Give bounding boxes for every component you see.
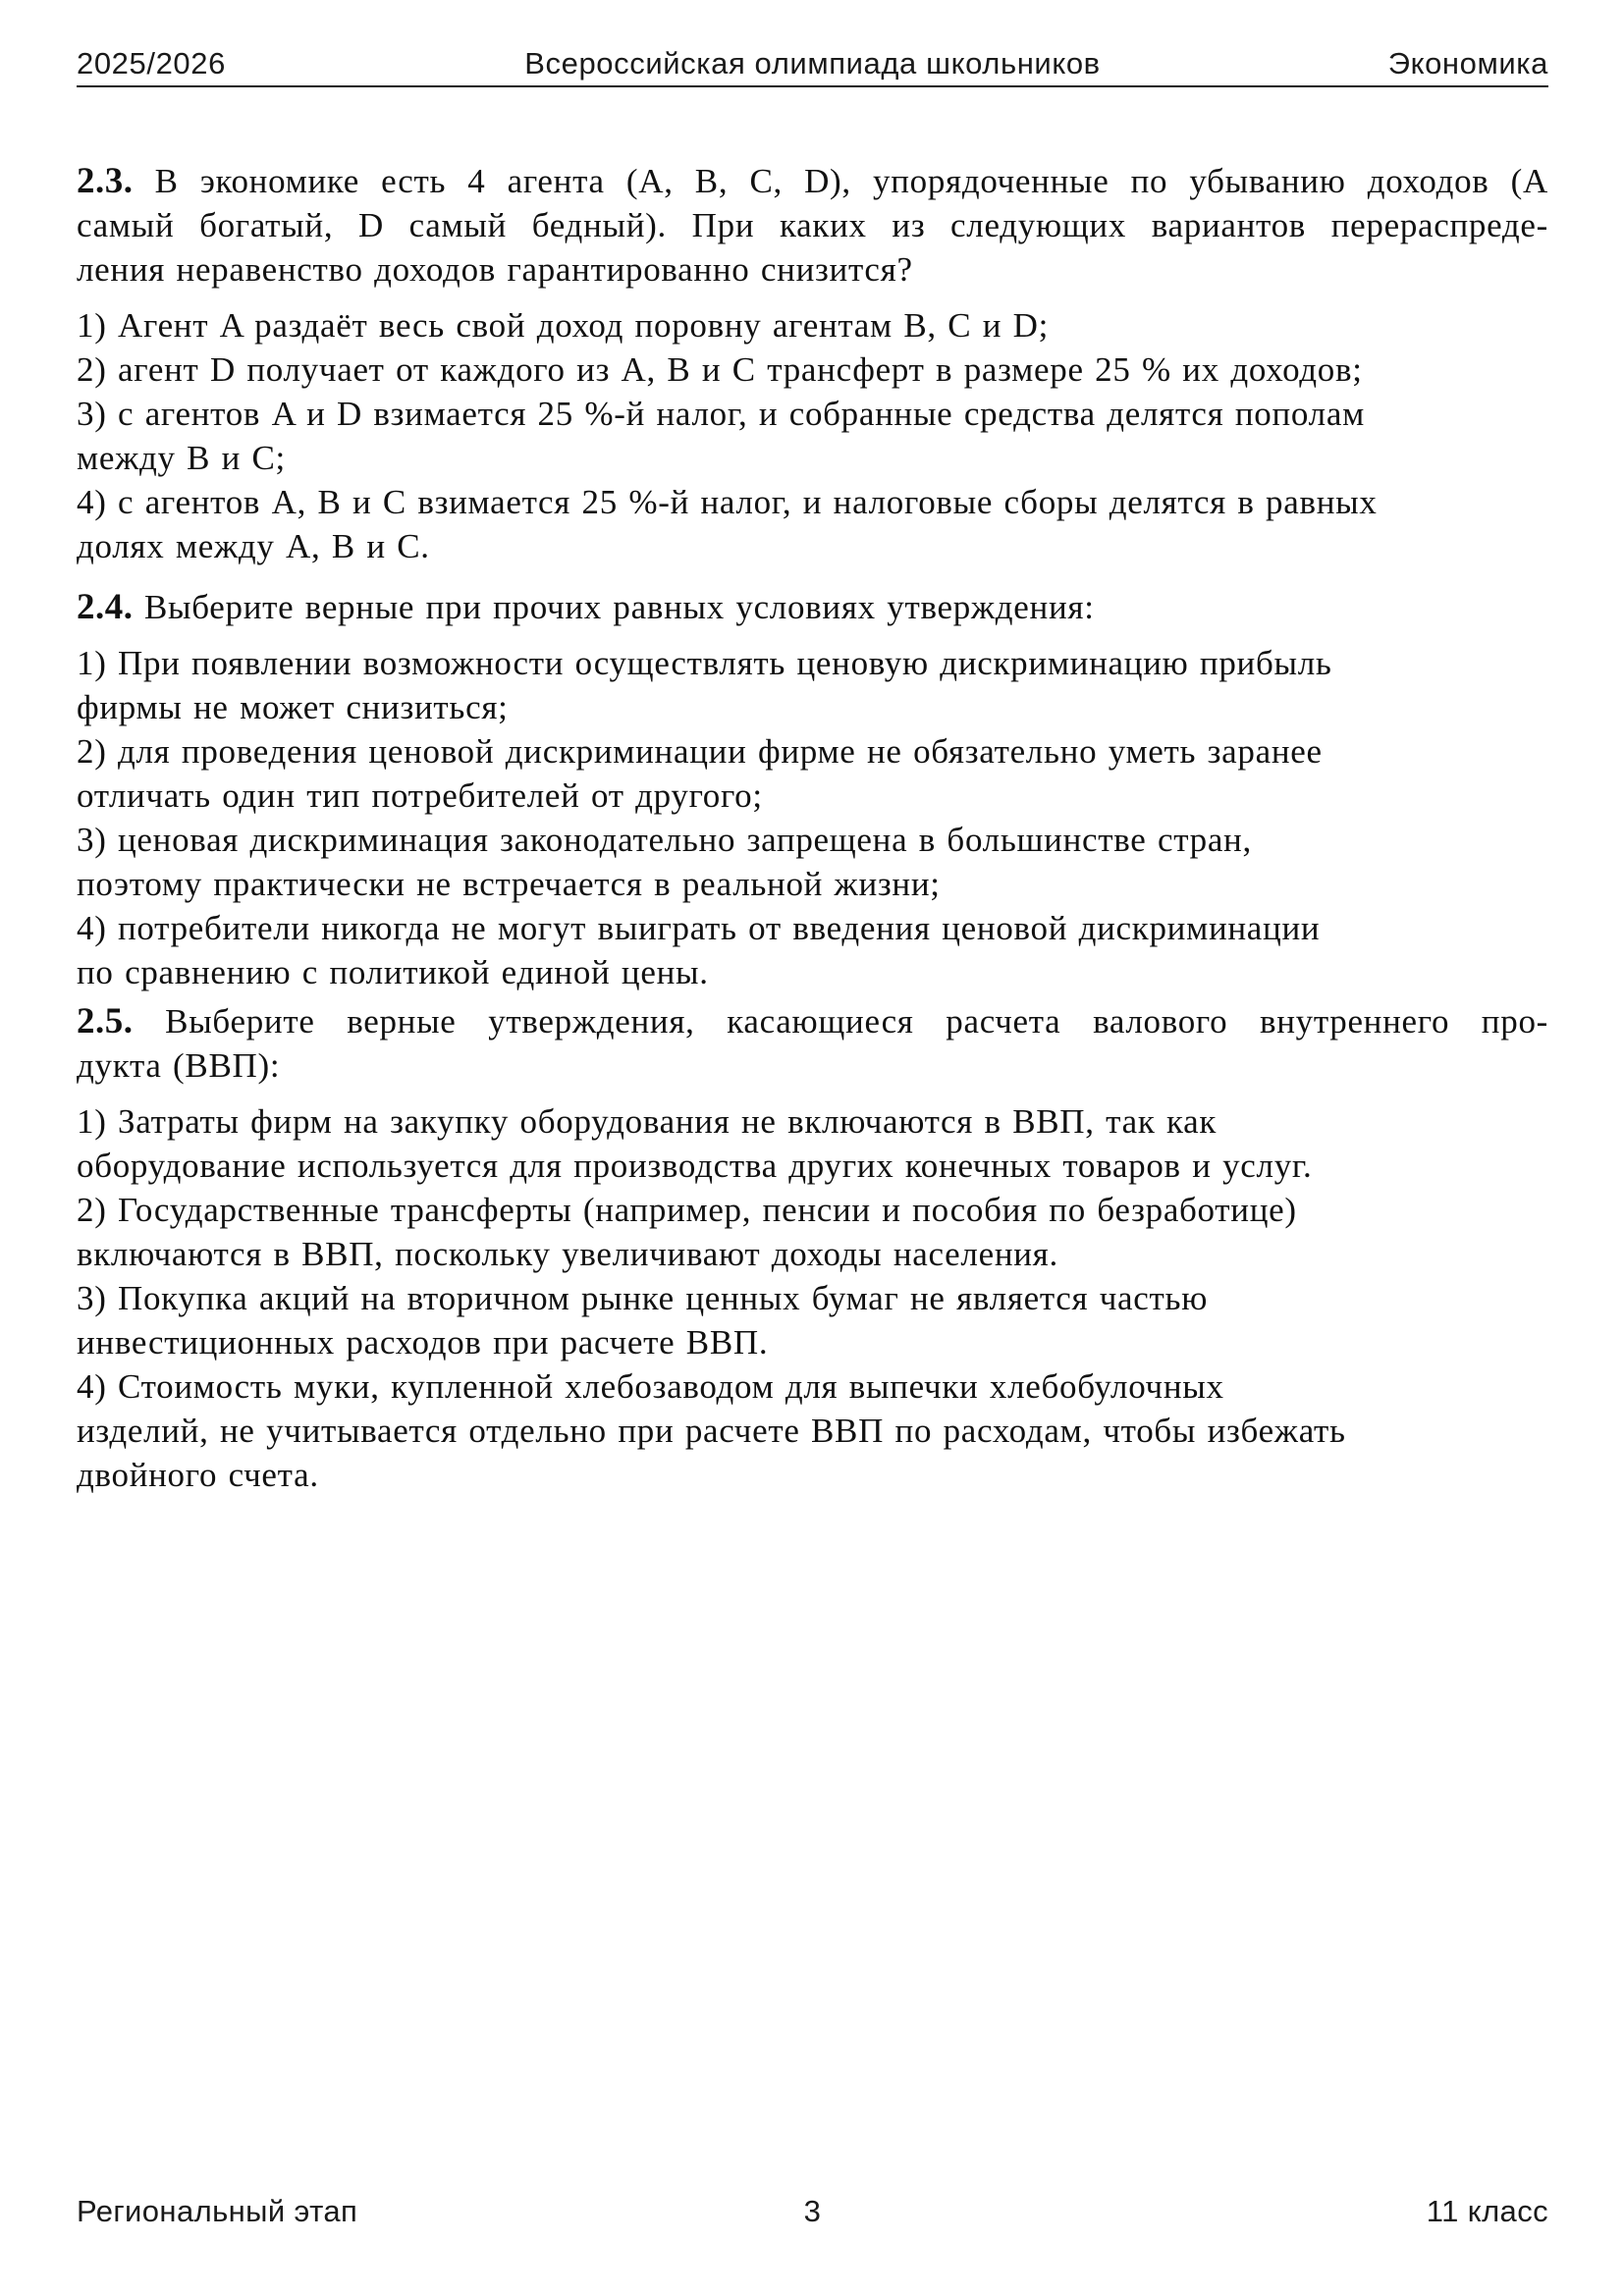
questions-body xyxy=(77,159,1548,1497)
answer-options xyxy=(77,641,1548,994)
question-prompt xyxy=(77,159,1548,292)
header-title: Всероссийская олимпиада школьников xyxy=(524,46,1101,80)
question-2-5 xyxy=(77,999,1548,1497)
answer-option xyxy=(77,729,1548,818)
question-prompt xyxy=(77,999,1548,1088)
prompt-line xyxy=(77,247,1548,292)
answer-option xyxy=(77,1276,1548,1364)
prompt-text: дукта (ВВП): xyxy=(77,1046,281,1085)
footer-stage: Региональный этап xyxy=(77,2194,358,2228)
option-line: 4) потребители никогда не могут выиграть от введения ценовой дискриминации xyxy=(77,909,1321,947)
prompt-text: самый богатый, D самый бедный). При каких из следующих вариантов перераспреде- xyxy=(77,206,1548,244)
answer-option xyxy=(77,347,1548,392)
option-line: 1) Затраты фирм на закупку оборудования не включаются в ВВП, так как xyxy=(77,1102,1218,1141)
option-line: двойного счета. xyxy=(77,1456,319,1494)
footer-grade: 11 класс xyxy=(1426,2194,1548,2228)
prompt-line xyxy=(77,999,1548,1043)
option-line: инвестиционных расходов при расчете ВВП. xyxy=(77,1323,769,1362)
question-prompt xyxy=(77,585,1548,629)
header-subject: Экономика xyxy=(1387,46,1548,80)
prompt-line xyxy=(77,1043,1548,1088)
option-line: включаются в ВВП, поскольку увеличивают доходы населения. xyxy=(77,1235,1058,1273)
prompt-text: В экономике есть 4 агента (A, B, C, D), упорядоченные по убыванию доходов (A xyxy=(154,162,1548,200)
option-line: отличать один тип потребителей от другого; xyxy=(77,776,763,815)
option-line: фирмы не может снизиться; xyxy=(77,688,509,726)
answer-option xyxy=(77,906,1548,994)
question-number: 2.5. xyxy=(77,1001,134,1041)
answer-option xyxy=(77,1099,1548,1188)
page-footer xyxy=(77,2194,1548,2229)
option-line: изделий, не учитывается отдельно при расчете ВВП по расходам, чтобы избежать xyxy=(77,1412,1346,1450)
question-2-4 xyxy=(77,585,1548,994)
option-line: оборудование используется для производства других конечных товаров и услуг. xyxy=(77,1147,1313,1185)
answer-option xyxy=(77,641,1548,729)
answer-option xyxy=(77,392,1548,480)
option-line: 3) с агентов A и D взимается 25 %-й налог, и собранные средства делятся пополам xyxy=(77,395,1365,433)
prompt-line xyxy=(77,585,1548,629)
option-line: 4) Стоимость муки, купленной хлебозаводом для выпечки хлебобулочных xyxy=(77,1367,1224,1406)
header-rule xyxy=(77,85,1548,87)
prompt-line xyxy=(77,203,1548,247)
option-line: 2) агент D получает от каждого из A, B и C трансферт в размере 25 % их доходов; xyxy=(77,350,1363,389)
answer-option xyxy=(77,303,1548,347)
option-line: 2) Государственные трансферты (например, пенсии и пособия по безработице) xyxy=(77,1191,1297,1229)
question-number: 2.3. xyxy=(77,161,134,201)
page-header xyxy=(77,46,1548,81)
answer-options xyxy=(77,303,1548,568)
option-line: 3) Покупка акций на вторичном рынке ценных бумаг не является частью xyxy=(77,1279,1209,1317)
header-year: 2025/2026 xyxy=(77,46,226,80)
answer-option xyxy=(77,480,1548,568)
question-2-3 xyxy=(77,159,1548,568)
prompt-text: Выберите верные при прочих равных условиях утверждения: xyxy=(143,588,1095,626)
option-line: 3) ценовая дискриминация законодательно запрещена в большинстве стран, xyxy=(77,821,1252,859)
option-line: 2) для проведения ценовой дискриминации фирме не обязательно уметь заранее xyxy=(77,732,1323,771)
prompt-text: Выберите верные утверждения, касающиеся расчета валового внутреннего про- xyxy=(165,1002,1548,1041)
option-line: 1) Агент A раздаёт весь свой доход поровну агентам B, C и D; xyxy=(77,306,1050,345)
option-line: между B и C; xyxy=(77,439,286,477)
question-number: 2.4. xyxy=(77,587,134,627)
answer-option xyxy=(77,1364,1548,1497)
prompt-line xyxy=(77,159,1548,203)
option-line: 4) с агентов A, B и C взимается 25 %-й налог, и налоговые сборы делятся в равных xyxy=(77,483,1378,521)
page-number: 3 xyxy=(803,2194,822,2228)
answer-option xyxy=(77,1188,1548,1276)
prompt-text: ления неравенство доходов гарантированно снизится? xyxy=(77,250,913,289)
answer-option xyxy=(77,818,1548,906)
option-line: 1) При появлении возможности осуществлять ценовую дискриминацию прибыль xyxy=(77,644,1332,682)
answer-options xyxy=(77,1099,1548,1497)
option-line: по сравнению с политикой единой цены. xyxy=(77,953,709,991)
option-line: поэтому практически не встречается в реальной жизни; xyxy=(77,865,941,903)
option-line: долях между A, B и C. xyxy=(77,527,430,565)
